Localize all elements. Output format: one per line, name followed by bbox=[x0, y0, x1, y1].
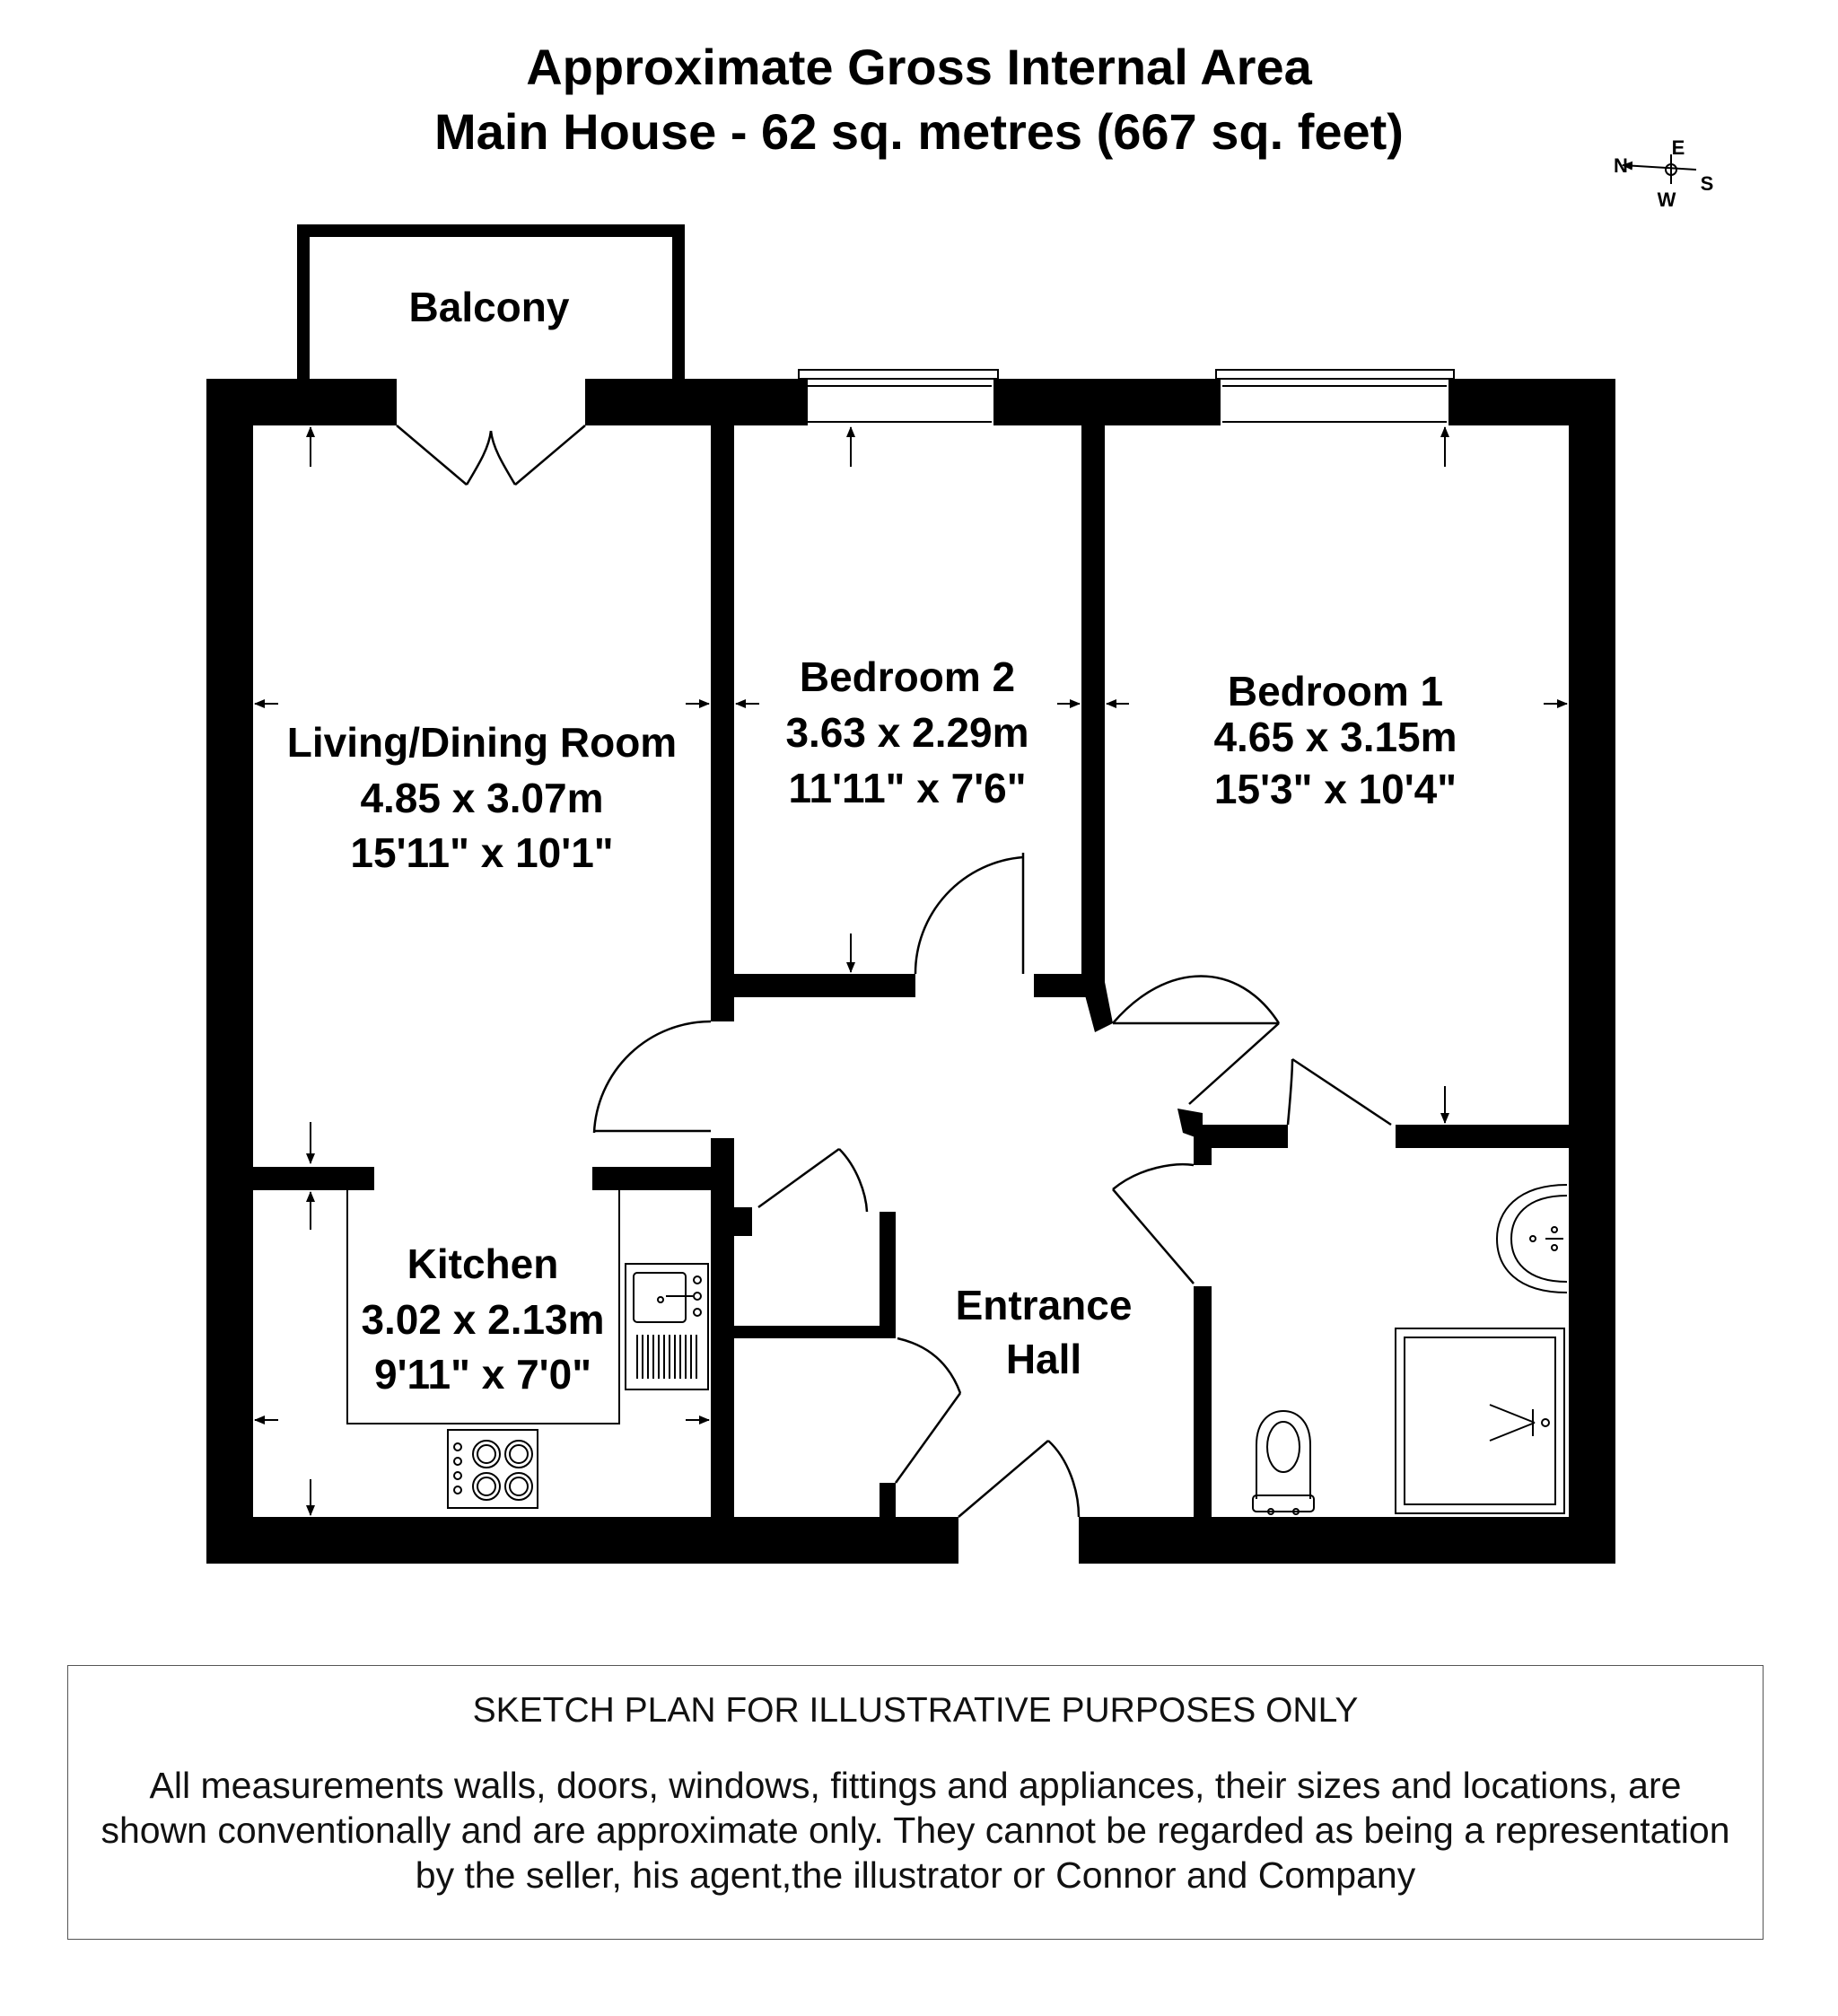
toilet-icon bbox=[1253, 1411, 1314, 1514]
hall-name-line1: Entrance bbox=[955, 1282, 1133, 1328]
bedroom1-imperial: 15'3" x 10'4" bbox=[1213, 766, 1457, 812]
kitchen-metric: 3.02 x 2.13m bbox=[361, 1296, 605, 1343]
bedroom2-name: Bedroom 2 bbox=[799, 653, 1016, 700]
hall-name-line2: Hall bbox=[1005, 1336, 1082, 1382]
living-room-metric: 4.85 x 3.07m bbox=[360, 775, 604, 821]
drainer-icon bbox=[637, 1335, 696, 1379]
bedroom1-metric: 4.65 x 3.15m bbox=[1213, 714, 1457, 760]
title-line-2: Main House - 62 sq. metres (667 sq. feet) bbox=[434, 103, 1404, 160]
compass-w: W bbox=[1657, 188, 1676, 211]
compass-e: E bbox=[1671, 136, 1685, 159]
kitchen-name: Kitchen bbox=[407, 1240, 559, 1287]
disclaimer-body: All measurements walls, doors, windows, fittings and appliances, their sizes and locations, are shown conventionally and are approximate only. They cannot be regarded as being a representation by the seller, his agent,the illustrator or Connor and Company bbox=[101, 1765, 1730, 1896]
hob-icon bbox=[448, 1430, 538, 1508]
kitchen-imperial: 9'11" x 7'0" bbox=[373, 1351, 592, 1398]
compass-s: S bbox=[1700, 172, 1714, 195]
bedroom2-metric: 3.63 x 2.29m bbox=[785, 709, 1029, 756]
living-room-imperial: 15'11" x 10'1" bbox=[350, 829, 614, 876]
disclaimer-box bbox=[67, 1665, 1764, 1940]
title-line-1: Approximate Gross Internal Area bbox=[526, 39, 1312, 95]
living-room-name: Living/Dining Room bbox=[286, 719, 678, 766]
bedroom2-imperial: 11'11" x 7'6" bbox=[788, 765, 1027, 811]
balcony-label: Balcony bbox=[408, 284, 570, 330]
compass-n: N bbox=[1614, 154, 1628, 177]
washbasin-icon bbox=[1497, 1185, 1567, 1293]
disclaimer-heading: SKETCH PLAN FOR ILLUSTRATIVE PURPOSES ONLY bbox=[472, 1691, 1359, 1730]
balcony-door bbox=[397, 425, 585, 485]
shower-tray-icon bbox=[1396, 1328, 1564, 1513]
compass-icon bbox=[1614, 136, 1713, 211]
bedroom1-name: Bedroom 1 bbox=[1227, 668, 1444, 714]
